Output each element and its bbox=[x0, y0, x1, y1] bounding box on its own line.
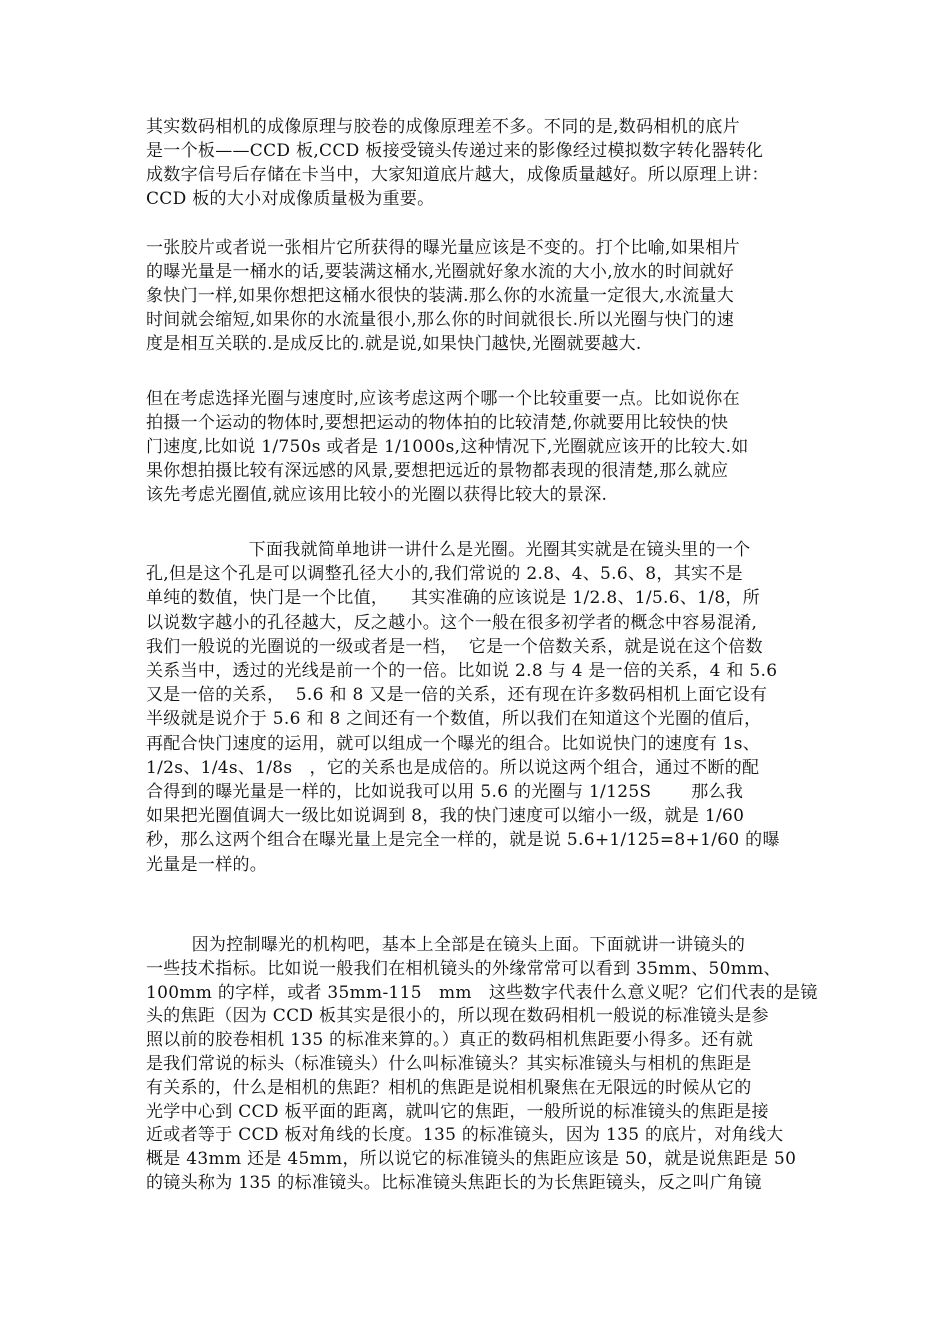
text-line: 近或者等于 CCD 板对角线的长度。135 的标准镜头，因为 135 的底片，对角线大 bbox=[146, 1125, 784, 1145]
text-line: 半级就是说介于 5.6 和 8 之间还有一个数值，所以我们在知道这个光圈的值后， bbox=[146, 709, 762, 729]
text-line: 合得到的曝光量是一样的，比如说我可以用 5.6 的光圈与 1/125S 那么我 bbox=[146, 782, 744, 802]
text-line: 以说数字越小的孔径越大，反之越小。这个一般在很多初学者的概念中容易混淆, bbox=[146, 613, 758, 633]
text-line: 门速度,比如说 1/750s 或者是 1/1000s,这种情况下,光圈就应该开的比较大.如 bbox=[146, 437, 749, 457]
text-line: 有关系的，什么是相机的焦距？相机的焦距是说相机聚焦在无限远的时候从它的 bbox=[146, 1078, 752, 1098]
text-line: 是一个板——CCD 板,CCD 板接受镜头传递过来的影像经过模拟数字转化器转化 bbox=[146, 141, 764, 161]
text-line: 果你想拍摄比较有深远感的风景,要想把远近的景物都表现的很清楚,那么就应 bbox=[146, 461, 729, 481]
text-line: 光学中心到 CCD 板平面的距离，就叫它的焦距，一般所说的标准镜头的焦距是接 bbox=[146, 1102, 769, 1122]
text-line: 拍摄一个运动的物体时,要想把运动的物体拍的比较清楚,你就要用比较快的快 bbox=[146, 413, 729, 433]
text-line: 我们一般说的光圈说的一级或者是一档， 它是一个倍数关系，就是说在这个倍数 bbox=[146, 637, 763, 657]
text-line: 度是相互关联的.是成反比的.就是说,如果快门越快,光圈就要越大. bbox=[146, 334, 642, 354]
text-line: 一张胶片或者说一张相片它所获得的曝光量应该是不变的。打个比喻,如果相片 bbox=[146, 238, 740, 258]
text-line: 概是 43mm 还是 45mm，所以说它的标准镜头的焦距应该是 50，就是说焦距是 50 bbox=[146, 1149, 797, 1169]
text-line: 下面我就简单地讲一讲什么是光圈。光圈其实就是在镜头里的一个 bbox=[146, 540, 751, 560]
text-line: 该先考虑光圈值,就应该用比较小的光圈以获得比较大的景深. bbox=[146, 485, 608, 505]
text-line: 100mm 的字样，或者 35mm-115 mm 这些数字代表什么意义呢？它们代表的是镜 bbox=[146, 983, 818, 1003]
text-line: 单纯的数值，快门是一个比值， 其实准确的应该说是 1/2.8、1/5.6、1/8，所 bbox=[146, 588, 761, 608]
text-line: 一些技术指标。比如说一般我们在相机镜头的外缘常常可以看到 35mm、50mm、 bbox=[146, 959, 781, 979]
text-line: 头的焦距（因为 CCD 板其实是很小的，所以现在数码相机一般说的标准镜头是参 bbox=[146, 1006, 769, 1026]
text-line: 1/2s、1/4s、1/8s ，它的关系也是成倍的。所以说这两个组合，通过不断的配 bbox=[146, 758, 760, 778]
text-line: 但在考虑选择光圈与速度时,应该考虑这两个哪一个比较重要一点。比如说你在 bbox=[146, 389, 740, 409]
text-line: 关系当中，透过的光线是前一个的一倍。比如说 2.8 与 4 是一倍的关系，4 和 5.6 bbox=[146, 661, 778, 681]
text-line: 成数字信号后存储在卡当中，大家知道底片越大，成像质量越好。所以原理上讲： bbox=[146, 165, 769, 185]
text-line: 时间就会缩短,如果你的水流量很小,那么你的时间就很长.所以光圈与快门的速 bbox=[146, 310, 735, 330]
text-line: 是我们常说的标头（标准镜头）什么叫标准镜头？其实标准镜头与相机的焦距是 bbox=[146, 1054, 752, 1074]
text-line: 如果把光圈值调大一级比如说调到 8，我的快门速度可以缩小一级，就是 1/60 bbox=[146, 806, 745, 826]
text-line: CCD 板的大小对成像质量极为重要。 bbox=[146, 189, 435, 209]
text-line: 再配合快门速度的运用，就可以组成一个曝光的组合。比如说快门的速度有 1s、 bbox=[146, 734, 761, 754]
text-line: 照以前的胶卷相机 135 的标准来算的。）真正的数码相机焦距要小得多。还有就 bbox=[146, 1030, 754, 1050]
text-line: 又是一倍的关系， 5.6 和 8 又是一倍的关系，还有现在许多数码相机上面它设有 bbox=[146, 685, 768, 705]
text-line: 孔,但是这个孔是可以调整孔径大小的,我们常说的 2.8、4、5.6、8，其实不是 bbox=[146, 564, 743, 584]
text-line: 的曝光量是一桶水的话,要装满这桶水,光圈就好象水流的大小,放水的时间就好 bbox=[146, 262, 735, 282]
text-line: 秒，那么这两个组合在曝光量上是完全一样的，就是说 5.6+1/125=8+1/60 的曝 bbox=[146, 830, 780, 850]
text-line: 其实数码相机的成像原理与胶卷的成像原理差不多。不同的是,数码相机的底片 bbox=[146, 117, 740, 137]
text-line: 光量是一样的。 bbox=[146, 855, 268, 875]
text-line: 的镜头称为 135 的标准镜头。比标准镜头焦距长的为长焦距镜头，反之叫广角镜 bbox=[146, 1173, 762, 1193]
text-line: 因为控制曝光的机构吧，基本上全部是在镜头上面。下面就讲一讲镜头的 bbox=[146, 935, 746, 955]
text-line: 象快门一样,如果你想把这桶水很快的装满.那么你的水流量一定很大,水流量大 bbox=[146, 286, 735, 306]
